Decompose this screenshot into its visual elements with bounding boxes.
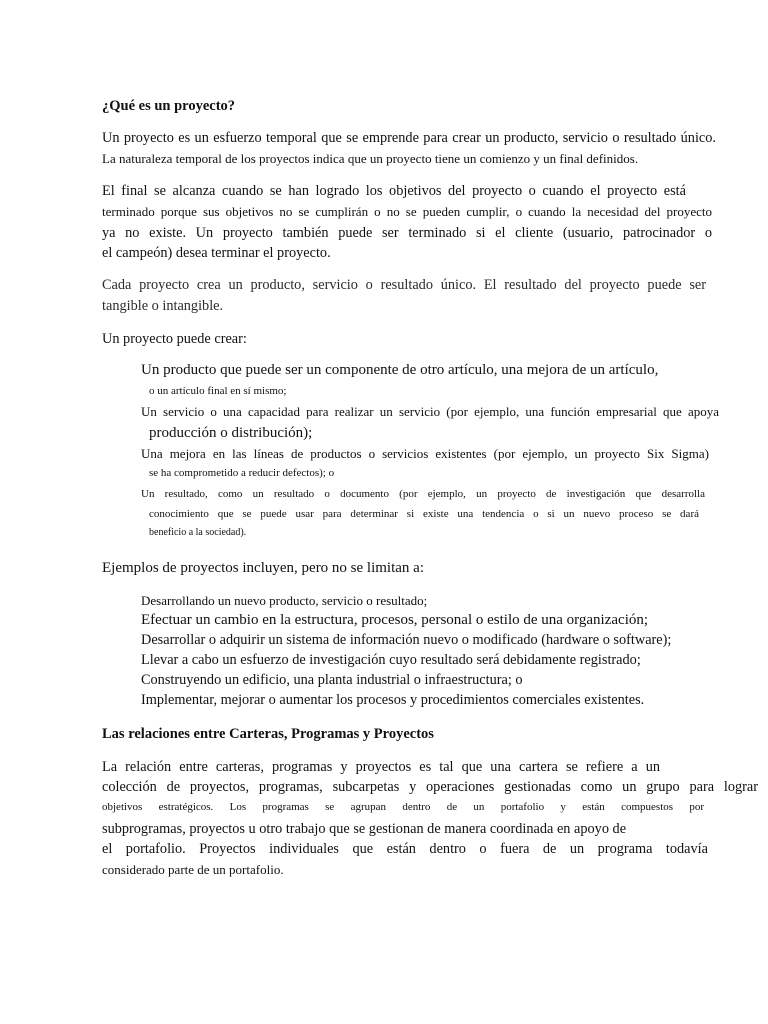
section-heading-relations: Las relaciones entre Carteras, Programas y Proyectos — [102, 726, 434, 742]
list-item: Un resultado, como un resultado o documento (por ejemplo, un proyecto de investigación que desarrolla — [141, 488, 705, 500]
paragraph-line: El final se alcanza cuando se han logrado los objetivos del proyecto o cuando el proyecto está — [102, 183, 686, 199]
list-item: Un producto que puede ser un componente de otro artículo, una mejora de un artículo, — [141, 362, 659, 378]
list-item: Llevar a cabo un esfuerzo de investigación cuyo resultado será debidamente registrado; — [141, 652, 641, 668]
list-item-continuation: conocimiento que se puede usar para determinar si existe una tendencia o si un nuevo proceso se dará — [149, 508, 699, 520]
list-item-continuation: se ha comprometido a reducir defectos); o — [149, 467, 335, 479]
paragraph-line: Un proyecto es un esfuerzo temporal que se emprende para crear un producto, servicio o resultado único. — [102, 130, 716, 146]
list-item-continuation: producción o distribución); — [149, 425, 313, 441]
paragraph-can-create: Un proyecto puede crear: — [102, 331, 247, 347]
list-item-continuation: o un artículo final en sí mismo; — [149, 385, 287, 397]
list-item-continuation: beneficio a la sociedad). — [149, 527, 247, 538]
paragraph-line: tangible o intangible. — [102, 298, 224, 314]
paragraph-line: La relación entre carteras, programas y proyectos es tal que una cartera se refiere a un — [102, 759, 660, 775]
paragraph-examples: Ejemplos de proyectos incluyen, pero no se limitan a: — [102, 560, 425, 576]
paragraph-line: terminado porque sus objetivos no se cumplirán o no se pueden cumplir, o cuando la necesidad del proyecto — [102, 204, 712, 219]
paragraph-line: el campeón) desea terminar el proyecto. — [102, 245, 331, 261]
list-item: Implementar, mejorar o aumentar los procesos y procedimientos comerciales existentes. — [141, 692, 645, 708]
paragraph-line: el portafolio. Proyectos individuales que están dentro o fuera de un programa todavía — [102, 841, 708, 857]
list-item: Desarrollar o adquirir un sistema de información nuevo o modificado (hardware o software); — [141, 632, 672, 648]
list-item: Desarrollando un nuevo producto, servicio o resultado; — [141, 593, 428, 608]
paragraph-line: ya no existe. Un proyecto también puede ser terminado si el cliente (usuario, patrocinador o — [102, 225, 712, 241]
paragraph-line: subprogramas, proyectos u otro trabajo que se gestionan de manera coordinada en apoyo de — [102, 821, 627, 837]
paragraph-line: objetivos estratégicos. Los programas se agrupan dentro de un portafolio y están compuestos por — [102, 801, 704, 813]
paragraph-line: colección de proyectos, programas, subcarpetas y operaciones gestionadas como un grupo para lograr — [102, 779, 758, 795]
list-item: Una mejora en las líneas de productos o servicios existentes (por ejemplo, un proyecto Six Sigma) — [141, 446, 709, 461]
paragraph-line: considerado parte de un portafolio. — [102, 862, 284, 877]
section-heading-what-is-project: ¿Qué es un proyecto? — [102, 98, 236, 114]
paragraph-line: Cada proyecto crea un producto, servicio o resultado único. El resultado del proyecto puede ser — [102, 277, 706, 293]
list-item: Construyendo un edificio, una planta industrial o infraestructura; o — [141, 672, 523, 688]
paragraph-line: La naturaleza temporal de los proyectos indica que un proyecto tiene un comienzo y un final definidos. — [102, 151, 639, 166]
list-item: Un servicio o una capacidad para realizar un servicio (por ejemplo, una función empresarial que apoya — [141, 404, 719, 419]
list-item: Efectuar un cambio en la estructura, procesos, personal o estilo de una organización; — [141, 612, 649, 628]
